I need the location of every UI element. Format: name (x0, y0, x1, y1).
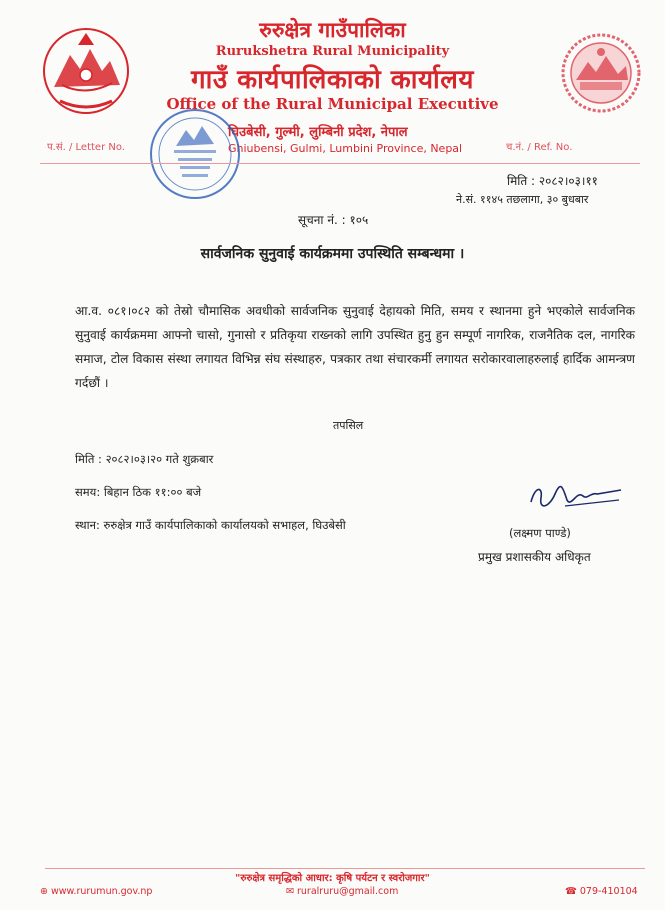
event-date: मिति : २०८२।०३।२० गते शुक्रबार (75, 452, 214, 466)
event-venue: स्थान: रुरुक्षेत्र गाउँ कार्यपालिकाको कार्यालयको सभाहल, घिउबेसी (75, 518, 346, 532)
footer-divider (45, 868, 645, 869)
signatory-name: (लक्ष्मण पाण्डे) (509, 526, 571, 540)
office-name-en: Office of the Rural Municipal Executive (166, 95, 499, 113)
footer-motto: "रुरुक्षेत्र समृद्धिको आधार: कृषि पर्यटन र स्वरोजगार" (235, 873, 430, 884)
globe-icon: ⊕ (40, 886, 48, 897)
signature-icon (525, 478, 625, 518)
phone-text: 079-410104 (579, 886, 638, 897)
header-divider (40, 163, 640, 164)
phone-icon: ☎ (565, 886, 577, 897)
ref-no-label: च.नं. / Ref. No. (506, 142, 573, 153)
signatory-title: प्रमुख प्रशासकीय अधिकृत (478, 550, 591, 564)
mail-icon: ✉ (286, 886, 294, 897)
municipality-name-np: रुरुक्षेत्र गाउँपालिका (259, 18, 406, 42)
body-paragraph: आ.व. ०८१।०८२ को तेस्रो चौमासिक अवधीको सार्वजनिक सुनुवाई देहायको मिति, समय र स्थानमा हुने भएकोले सार्वजनिक सुनुवाई कार्यक्रममा आफ्नो चासो, गुनासो र प्रतिकृया राख्नको लागि उपस्थित हुनु हुन सम्पूर्ण नागरिक, राजनैतिक दल, नागरिक समाज, टोल विकास संस्था लगायत विभिन्न संघ संस्थाहरु, पत्रकार तथा संचारकर्मी लगायत सरोकारवालाहरुलाई हार्दिक आमन्त्रण गर्दछौं । (75, 304, 635, 390)
event-time: समय: बिहान ठिक ११:०० बजे (75, 485, 202, 499)
address-en: Ghiubensi, Gulmi, Lumbini Province, Nepal (228, 142, 463, 155)
notice-number: सूचना नं. : १०५ (298, 213, 369, 227)
details-heading: तपसिल (333, 419, 364, 432)
website-text: www.rurumun.gov.np (51, 886, 153, 897)
office-stamp-icon (140, 104, 250, 204)
footer-phone[interactable] (565, 886, 638, 897)
letter-date: मिति : २०८२।०३।११ (507, 174, 598, 188)
footer-email[interactable] (286, 886, 398, 897)
subject-line: सार्वजनिक सुनुवाई कार्यक्रममा उपस्थिति सम्बन्धमा । (200, 246, 465, 262)
footer-website[interactable] (40, 886, 152, 897)
address-np: घिउबेसी, गुल्मी, लुम्बिनी प्रदेश, नेपाल (228, 125, 408, 140)
nepal-sambat-date: ने.सं. ११४५ तछलागा, ३० बुधबार (456, 193, 589, 206)
municipality-name-en: Rurukshetra Rural Municipality (215, 44, 450, 59)
office-name-np: गाउँ कार्यपालिकाको कार्यालय (191, 65, 474, 95)
email-text: ruralruru@gmail.com (297, 886, 399, 897)
letter-no-label: प.सं. / Letter No. (47, 142, 125, 153)
